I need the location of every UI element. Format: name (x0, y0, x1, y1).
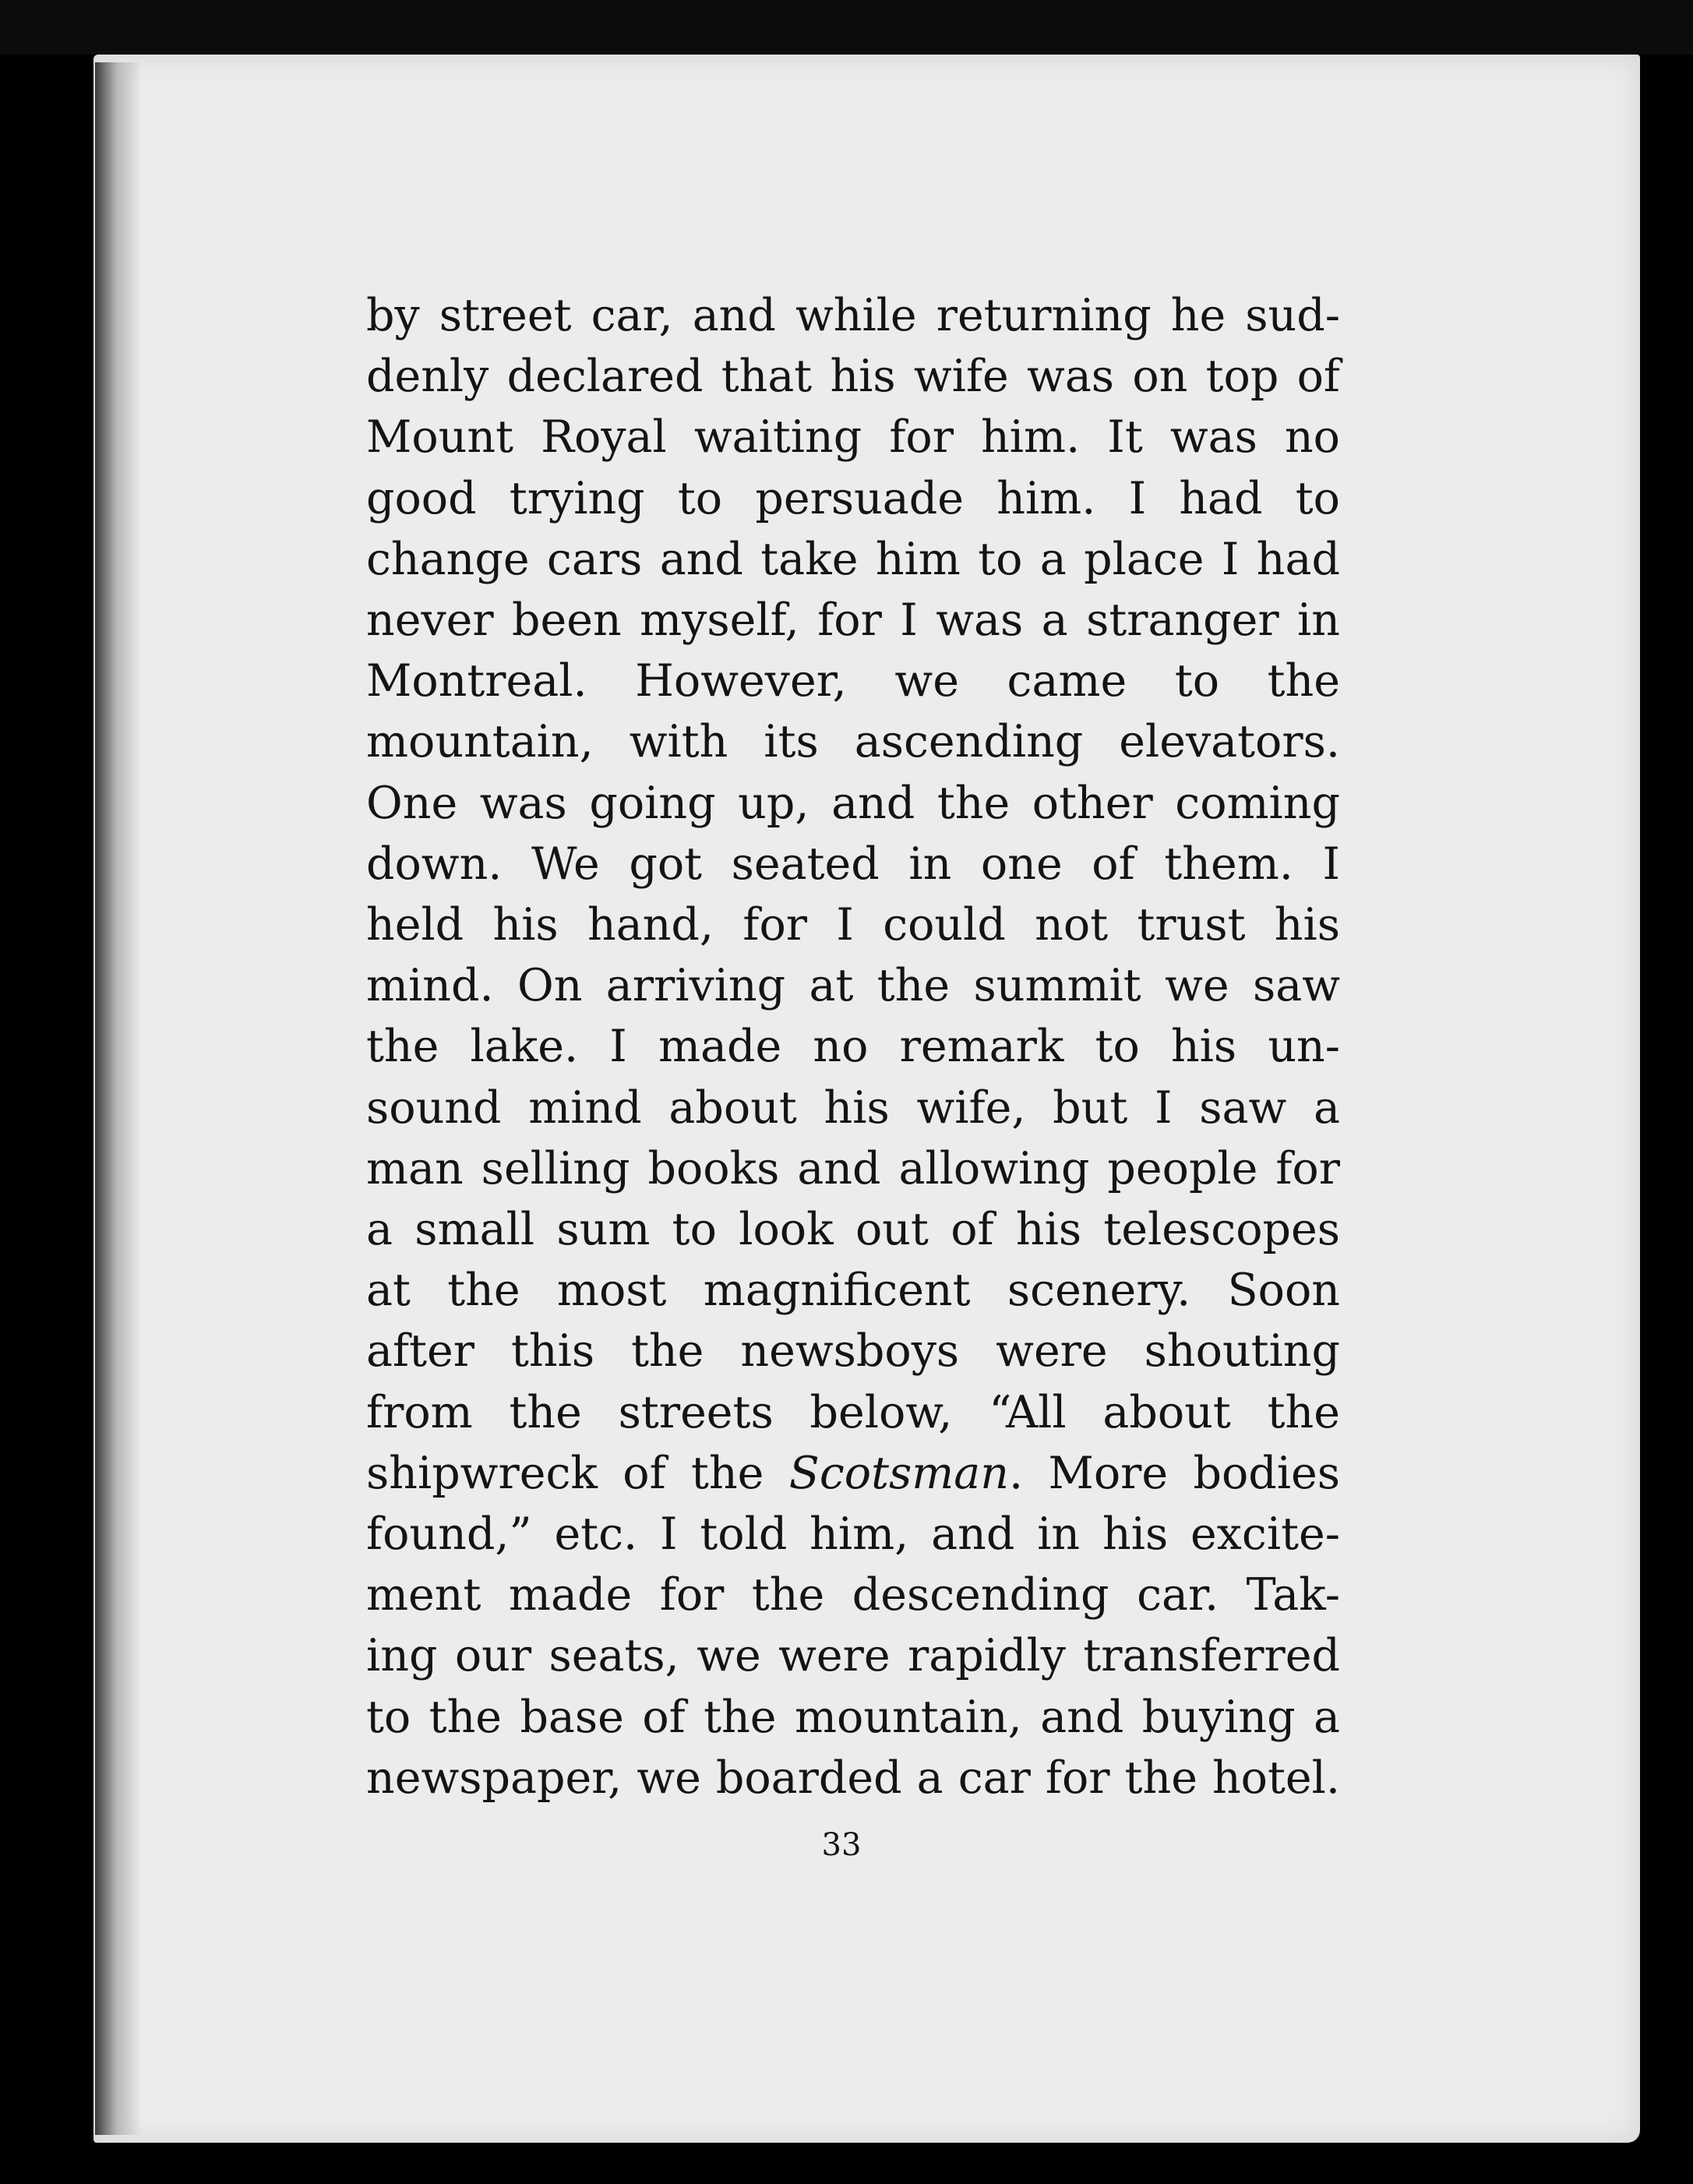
text-line-17: at the most magnificent scenery. Soon (366, 1265, 1340, 1317)
text-line-21: found,” etc. I told him, and in his excite- (366, 1508, 1340, 1561)
text-line-11: held his hand, for I could not trust his (366, 899, 1340, 951)
text-line-23: ing our seats, we were rapidly transferred (366, 1630, 1340, 1682)
text-line-9: One was going up, and the other coming (366, 777, 1340, 829)
text-line-13: the lake. I made no remark to his un- (366, 1021, 1340, 1073)
text-line-16: a small sum to look out of his telescopes (366, 1204, 1340, 1256)
text-line-2: denly declared that his wife was on top of (366, 351, 1340, 403)
text-line-20-end: . More bodies (1008, 1447, 1341, 1499)
text-line-4: good trying to persuade him. I had to (366, 472, 1340, 524)
text-line-1: by street car, and while returning he sud- (366, 290, 1340, 341)
text-line-14: sound mind about his wife, but I saw a (366, 1081, 1340, 1134)
text-line-3: Mount Royal waiting for him. It was no (366, 411, 1340, 464)
text-line-12: mind. On arriving at the summit we saw (366, 960, 1340, 1012)
body-text (366, 285, 1340, 1808)
text-line-25: newspaper, we boarded a car for the hotel. (366, 1752, 1340, 1804)
text-line-24: to the base of the mountain, and buying a (366, 1691, 1340, 1743)
text-line-5: change cars and take him to a place I had (366, 533, 1340, 585)
text-line-6: never been myself, for I was a stranger in (366, 595, 1340, 647)
text-line-10: down. We got seated in one of them. I (366, 838, 1340, 890)
text-line-20-start: shipwreck of the (366, 1447, 789, 1499)
text-line-22: ment made for the descending car. Tak- (366, 1569, 1340, 1621)
page-number: 33 (821, 1827, 862, 1863)
text-line-19: from the streets below, “All about the (366, 1386, 1340, 1438)
ship-name: Scotsman (788, 1447, 1009, 1499)
text-line-8: mountain, with its ascending elevators. (366, 716, 1340, 768)
scan-background (0, 0, 1693, 55)
page-binding-shadow (95, 62, 142, 2135)
text-line-7: Montreal. However, we came to the (366, 655, 1340, 707)
text-line-18: after this the newsboys were shouting (366, 1325, 1340, 1378)
text-line-20 (366, 1443, 1340, 1504)
text-line-15: man selling books and allowing people for (366, 1142, 1340, 1194)
